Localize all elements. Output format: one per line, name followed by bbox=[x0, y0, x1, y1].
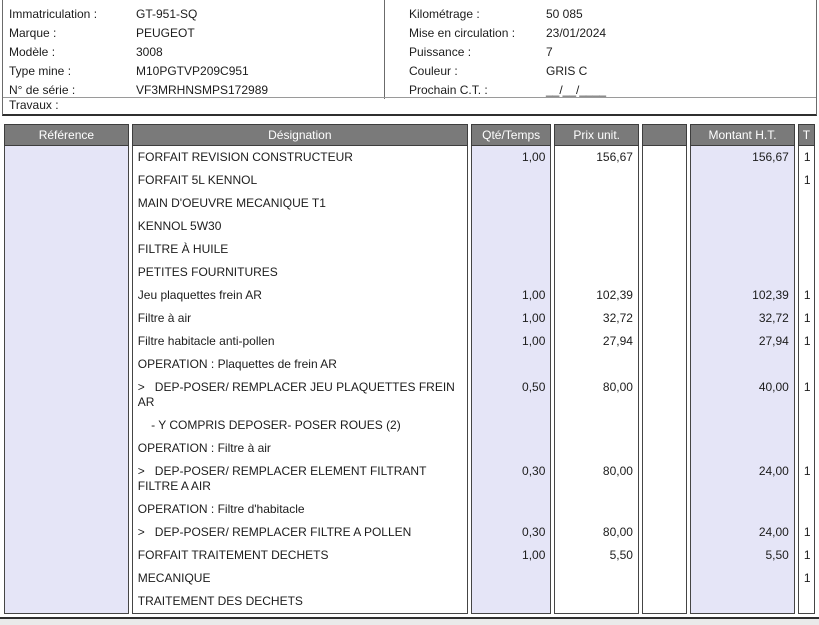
cell-reference bbox=[4, 261, 129, 284]
cell-amount bbox=[690, 261, 795, 284]
cell-qty: 1,00 bbox=[471, 146, 552, 169]
cell-qty: 1,00 bbox=[471, 307, 552, 330]
column-header-reference: Référence bbox=[4, 124, 129, 146]
cell-reference bbox=[4, 567, 129, 590]
line-item-row[interactable] bbox=[4, 169, 815, 192]
cell-qty: 1,00 bbox=[471, 284, 552, 307]
cell-reference bbox=[4, 307, 129, 330]
cell-unit-price: 27,94 bbox=[554, 330, 639, 353]
line-item-row[interactable] bbox=[4, 330, 815, 353]
cell-qty: 0,30 bbox=[471, 460, 552, 498]
info-field-value: __/__/____ bbox=[546, 83, 607, 97]
line-item-row[interactable] bbox=[4, 521, 815, 544]
cell-reference bbox=[4, 215, 129, 238]
cell-tax-code: 1 bbox=[798, 146, 815, 169]
line-item-row[interactable] bbox=[4, 567, 815, 590]
cell-designation: > DEP-POSER/ REMPLACER ELEMENT FILTRANT FILTRE A AIR bbox=[132, 460, 468, 498]
info-field bbox=[409, 5, 816, 24]
line-item-row[interactable] bbox=[4, 590, 815, 614]
cell-spacer bbox=[642, 437, 687, 460]
cell-designation: PETITES FOURNITURES bbox=[132, 261, 468, 284]
info-field-label: Prochain C.T. : bbox=[409, 83, 488, 97]
info-field-value: 7 bbox=[546, 45, 553, 59]
cell-reference bbox=[4, 414, 129, 437]
info-field-label: Puissance : bbox=[409, 45, 472, 59]
cell-qty bbox=[471, 238, 552, 261]
cell-reference bbox=[4, 544, 129, 567]
cell-qty: 1,00 bbox=[471, 544, 552, 567]
cell-qty bbox=[471, 567, 552, 590]
cell-amount bbox=[690, 498, 795, 521]
line-item-row[interactable] bbox=[4, 376, 815, 414]
cell-spacer bbox=[642, 169, 687, 192]
cell-spacer bbox=[642, 376, 687, 414]
cell-unit-price: 80,00 bbox=[554, 521, 639, 544]
cell-reference bbox=[4, 376, 129, 414]
cell-qty bbox=[471, 192, 552, 215]
cell-designation: KENNOL 5W30 bbox=[132, 215, 468, 238]
cell-tax-code bbox=[798, 261, 815, 284]
line-item-row[interactable] bbox=[4, 215, 815, 238]
cell-designation: FORFAIT 5L KENNOL bbox=[132, 169, 468, 192]
cell-tax-code bbox=[798, 590, 815, 614]
table-header-row bbox=[4, 124, 815, 146]
cell-unit-price bbox=[554, 498, 639, 521]
info-field-value: GT-951-SQ bbox=[136, 7, 198, 21]
footer-section-top-edge bbox=[0, 617, 819, 625]
cell-tax-code bbox=[798, 192, 815, 215]
cell-unit-price: 32,72 bbox=[554, 307, 639, 330]
info-field-label: Kilométrage : bbox=[409, 7, 480, 21]
info-field-label: Marque : bbox=[9, 26, 57, 40]
cell-qty: 1,00 bbox=[471, 330, 552, 353]
cell-amount bbox=[690, 238, 795, 261]
cell-amount: 24,00 bbox=[690, 460, 795, 498]
cell-designation: MECANIQUE bbox=[132, 567, 468, 590]
cell-reference bbox=[4, 460, 129, 498]
info-field bbox=[409, 43, 816, 62]
cell-tax-code: 1 bbox=[798, 330, 815, 353]
vehicle-info-panel bbox=[2, 0, 817, 116]
info-field-label: Modèle : bbox=[9, 45, 56, 59]
cell-designation: OPERATION : Plaquettes de frein AR bbox=[132, 353, 468, 376]
cell-unit-price bbox=[554, 437, 639, 460]
cell-spacer bbox=[642, 544, 687, 567]
cell-spacer bbox=[642, 498, 687, 521]
cell-qty bbox=[471, 437, 552, 460]
cell-tax-code: 1 bbox=[798, 307, 815, 330]
cell-spacer bbox=[642, 146, 687, 169]
cell-qty bbox=[471, 261, 552, 284]
cell-tax-code: 1 bbox=[798, 460, 815, 498]
cell-unit-price bbox=[554, 353, 639, 376]
cell-tax-code bbox=[798, 498, 815, 521]
cell-spacer bbox=[642, 460, 687, 498]
line-item-row[interactable] bbox=[4, 192, 815, 215]
cell-amount: 102,39 bbox=[690, 284, 795, 307]
cell-designation: > DEP-POSER/ REMPLACER JEU PLAQUETTES FREIN AR bbox=[132, 376, 468, 414]
line-item-row[interactable] bbox=[4, 414, 815, 437]
cell-spacer bbox=[642, 192, 687, 215]
cell-qty bbox=[471, 169, 552, 192]
cell-spacer bbox=[642, 414, 687, 437]
cell-tax-code: 1 bbox=[798, 567, 815, 590]
line-item-row[interactable] bbox=[4, 437, 815, 460]
cell-spacer bbox=[642, 284, 687, 307]
cell-reference bbox=[4, 521, 129, 544]
line-items-table bbox=[1, 124, 818, 614]
column-header-spacer bbox=[642, 124, 687, 146]
line-item-row[interactable] bbox=[4, 544, 815, 567]
line-item-row[interactable] bbox=[4, 284, 815, 307]
cell-unit-price: 102,39 bbox=[554, 284, 639, 307]
cell-reference bbox=[4, 330, 129, 353]
cell-reference bbox=[4, 437, 129, 460]
cell-unit-price bbox=[554, 192, 639, 215]
cell-unit-price bbox=[554, 567, 639, 590]
cell-tax-code bbox=[798, 414, 815, 437]
cell-qty bbox=[471, 414, 552, 437]
line-item-row[interactable] bbox=[4, 238, 815, 261]
cell-spacer bbox=[642, 521, 687, 544]
cell-qty bbox=[471, 498, 552, 521]
cell-amount bbox=[690, 567, 795, 590]
info-field-label: N° de série : bbox=[9, 83, 76, 97]
cell-designation: FORFAIT REVISION CONSTRUCTEUR bbox=[132, 146, 468, 169]
cell-qty bbox=[471, 353, 552, 376]
cell-qty bbox=[471, 590, 552, 614]
cell-designation: MAIN D'OEUVRE MECANIQUE T1 bbox=[132, 192, 468, 215]
cell-reference bbox=[4, 284, 129, 307]
cell-tax-code: 1 bbox=[798, 284, 815, 307]
cell-designation: FILTRE À HUILE bbox=[132, 238, 468, 261]
cell-amount bbox=[690, 169, 795, 192]
info-field-value: VF3MRHNSMPS172989 bbox=[136, 83, 269, 97]
info-field bbox=[9, 24, 384, 43]
cell-designation: Jeu plaquettes frein AR bbox=[132, 284, 468, 307]
cell-amount: 156,67 bbox=[690, 146, 795, 169]
cell-unit-price bbox=[554, 169, 639, 192]
info-field-label: Immatriculation : bbox=[9, 7, 98, 21]
cell-tax-code bbox=[798, 215, 815, 238]
cell-unit-price: 80,00 bbox=[554, 460, 639, 498]
cell-designation: Filtre habitacle anti-pollen bbox=[132, 330, 468, 353]
cell-spacer bbox=[642, 590, 687, 614]
cell-amount: 40,00 bbox=[690, 376, 795, 414]
info-field bbox=[409, 24, 816, 43]
info-field bbox=[409, 62, 816, 81]
cell-tax-code: 1 bbox=[798, 544, 815, 567]
info-field-label: Couleur : bbox=[409, 64, 458, 78]
cell-unit-price bbox=[554, 590, 639, 614]
cell-unit-price bbox=[554, 261, 639, 284]
cell-tax-code: 1 bbox=[798, 521, 815, 544]
info-field-label: Mise en circulation : bbox=[409, 26, 516, 40]
cell-amount bbox=[690, 192, 795, 215]
cell-reference bbox=[4, 590, 129, 614]
cell-amount bbox=[690, 437, 795, 460]
cell-reference bbox=[4, 498, 129, 521]
cell-spacer bbox=[642, 307, 687, 330]
info-column-divider bbox=[384, 0, 385, 99]
travaux-label: Travaux : bbox=[3, 97, 816, 114]
cell-amount: 32,72 bbox=[690, 307, 795, 330]
cell-qty bbox=[471, 215, 552, 238]
cell-designation: TRAITEMENT DES DECHETS bbox=[132, 590, 468, 614]
cell-designation: > DEP-POSER/ REMPLACER FILTRE A POLLEN bbox=[132, 521, 468, 544]
line-item-row[interactable] bbox=[4, 146, 815, 169]
cell-reference bbox=[4, 169, 129, 192]
cell-designation: FORFAIT TRAITEMENT DECHETS bbox=[132, 544, 468, 567]
cell-unit-price: 80,00 bbox=[554, 376, 639, 414]
cell-amount: 24,00 bbox=[690, 521, 795, 544]
cell-tax-code bbox=[798, 238, 815, 261]
column-header-t: T bbox=[798, 124, 815, 146]
column-header-qty: Qté/Temps bbox=[471, 124, 552, 146]
cell-qty: 0,50 bbox=[471, 376, 552, 414]
cell-reference bbox=[4, 192, 129, 215]
cell-unit-price bbox=[554, 238, 639, 261]
info-field bbox=[9, 62, 384, 81]
cell-amount bbox=[690, 590, 795, 614]
cell-qty: 0,30 bbox=[471, 521, 552, 544]
cell-tax-code bbox=[798, 437, 815, 460]
cell-spacer bbox=[642, 238, 687, 261]
cell-spacer bbox=[642, 215, 687, 238]
line-item-row[interactable] bbox=[4, 353, 815, 376]
cell-amount bbox=[690, 414, 795, 437]
info-field-value: 50 085 bbox=[546, 7, 583, 21]
column-header-unit-price: Prix unit. bbox=[554, 124, 639, 146]
info-field-value: 3008 bbox=[136, 45, 163, 59]
info-field-value: GRIS C bbox=[546, 64, 588, 78]
line-item-row[interactable] bbox=[4, 498, 815, 521]
cell-spacer bbox=[642, 567, 687, 590]
info-field-label: Type mine : bbox=[9, 64, 72, 78]
column-header-amount: Montant H.T. bbox=[690, 124, 795, 146]
cell-amount: 5,50 bbox=[690, 544, 795, 567]
cell-designation: - Y COMPRIS DEPOSER- POSER ROUES (2) bbox=[132, 414, 468, 437]
cell-amount bbox=[690, 353, 795, 376]
cell-tax-code: 1 bbox=[798, 376, 815, 414]
cell-amount: 27,94 bbox=[690, 330, 795, 353]
cell-spacer bbox=[642, 330, 687, 353]
cell-unit-price: 156,67 bbox=[554, 146, 639, 169]
cell-reference bbox=[4, 146, 129, 169]
cell-spacer bbox=[642, 261, 687, 284]
info-field bbox=[9, 5, 384, 24]
vehicle-info-right-column bbox=[384, 0, 816, 100]
cell-reference bbox=[4, 353, 129, 376]
cell-reference bbox=[4, 238, 129, 261]
info-field bbox=[9, 43, 384, 62]
cell-amount bbox=[690, 215, 795, 238]
cell-spacer bbox=[642, 353, 687, 376]
cell-unit-price bbox=[554, 414, 639, 437]
cell-designation: OPERATION : Filtre à air bbox=[132, 437, 468, 460]
line-item-row[interactable] bbox=[4, 261, 815, 284]
info-field-value: PEUGEOT bbox=[136, 26, 195, 40]
vehicle-info-left-column bbox=[3, 0, 384, 100]
cell-unit-price bbox=[554, 215, 639, 238]
info-field-value: 23/01/2024 bbox=[546, 26, 607, 40]
cell-designation: Filtre à air bbox=[132, 307, 468, 330]
cell-unit-price: 5,50 bbox=[554, 544, 639, 567]
info-field-value: M10PGTVP209C951 bbox=[136, 64, 249, 78]
cell-tax-code: 1 bbox=[798, 169, 815, 192]
cell-tax-code bbox=[798, 353, 815, 376]
cell-designation: OPERATION : Filtre d'habitacle bbox=[132, 498, 468, 521]
line-item-row[interactable] bbox=[4, 307, 815, 330]
line-item-row[interactable] bbox=[4, 460, 815, 498]
column-header-designation: Désignation bbox=[132, 124, 468, 146]
